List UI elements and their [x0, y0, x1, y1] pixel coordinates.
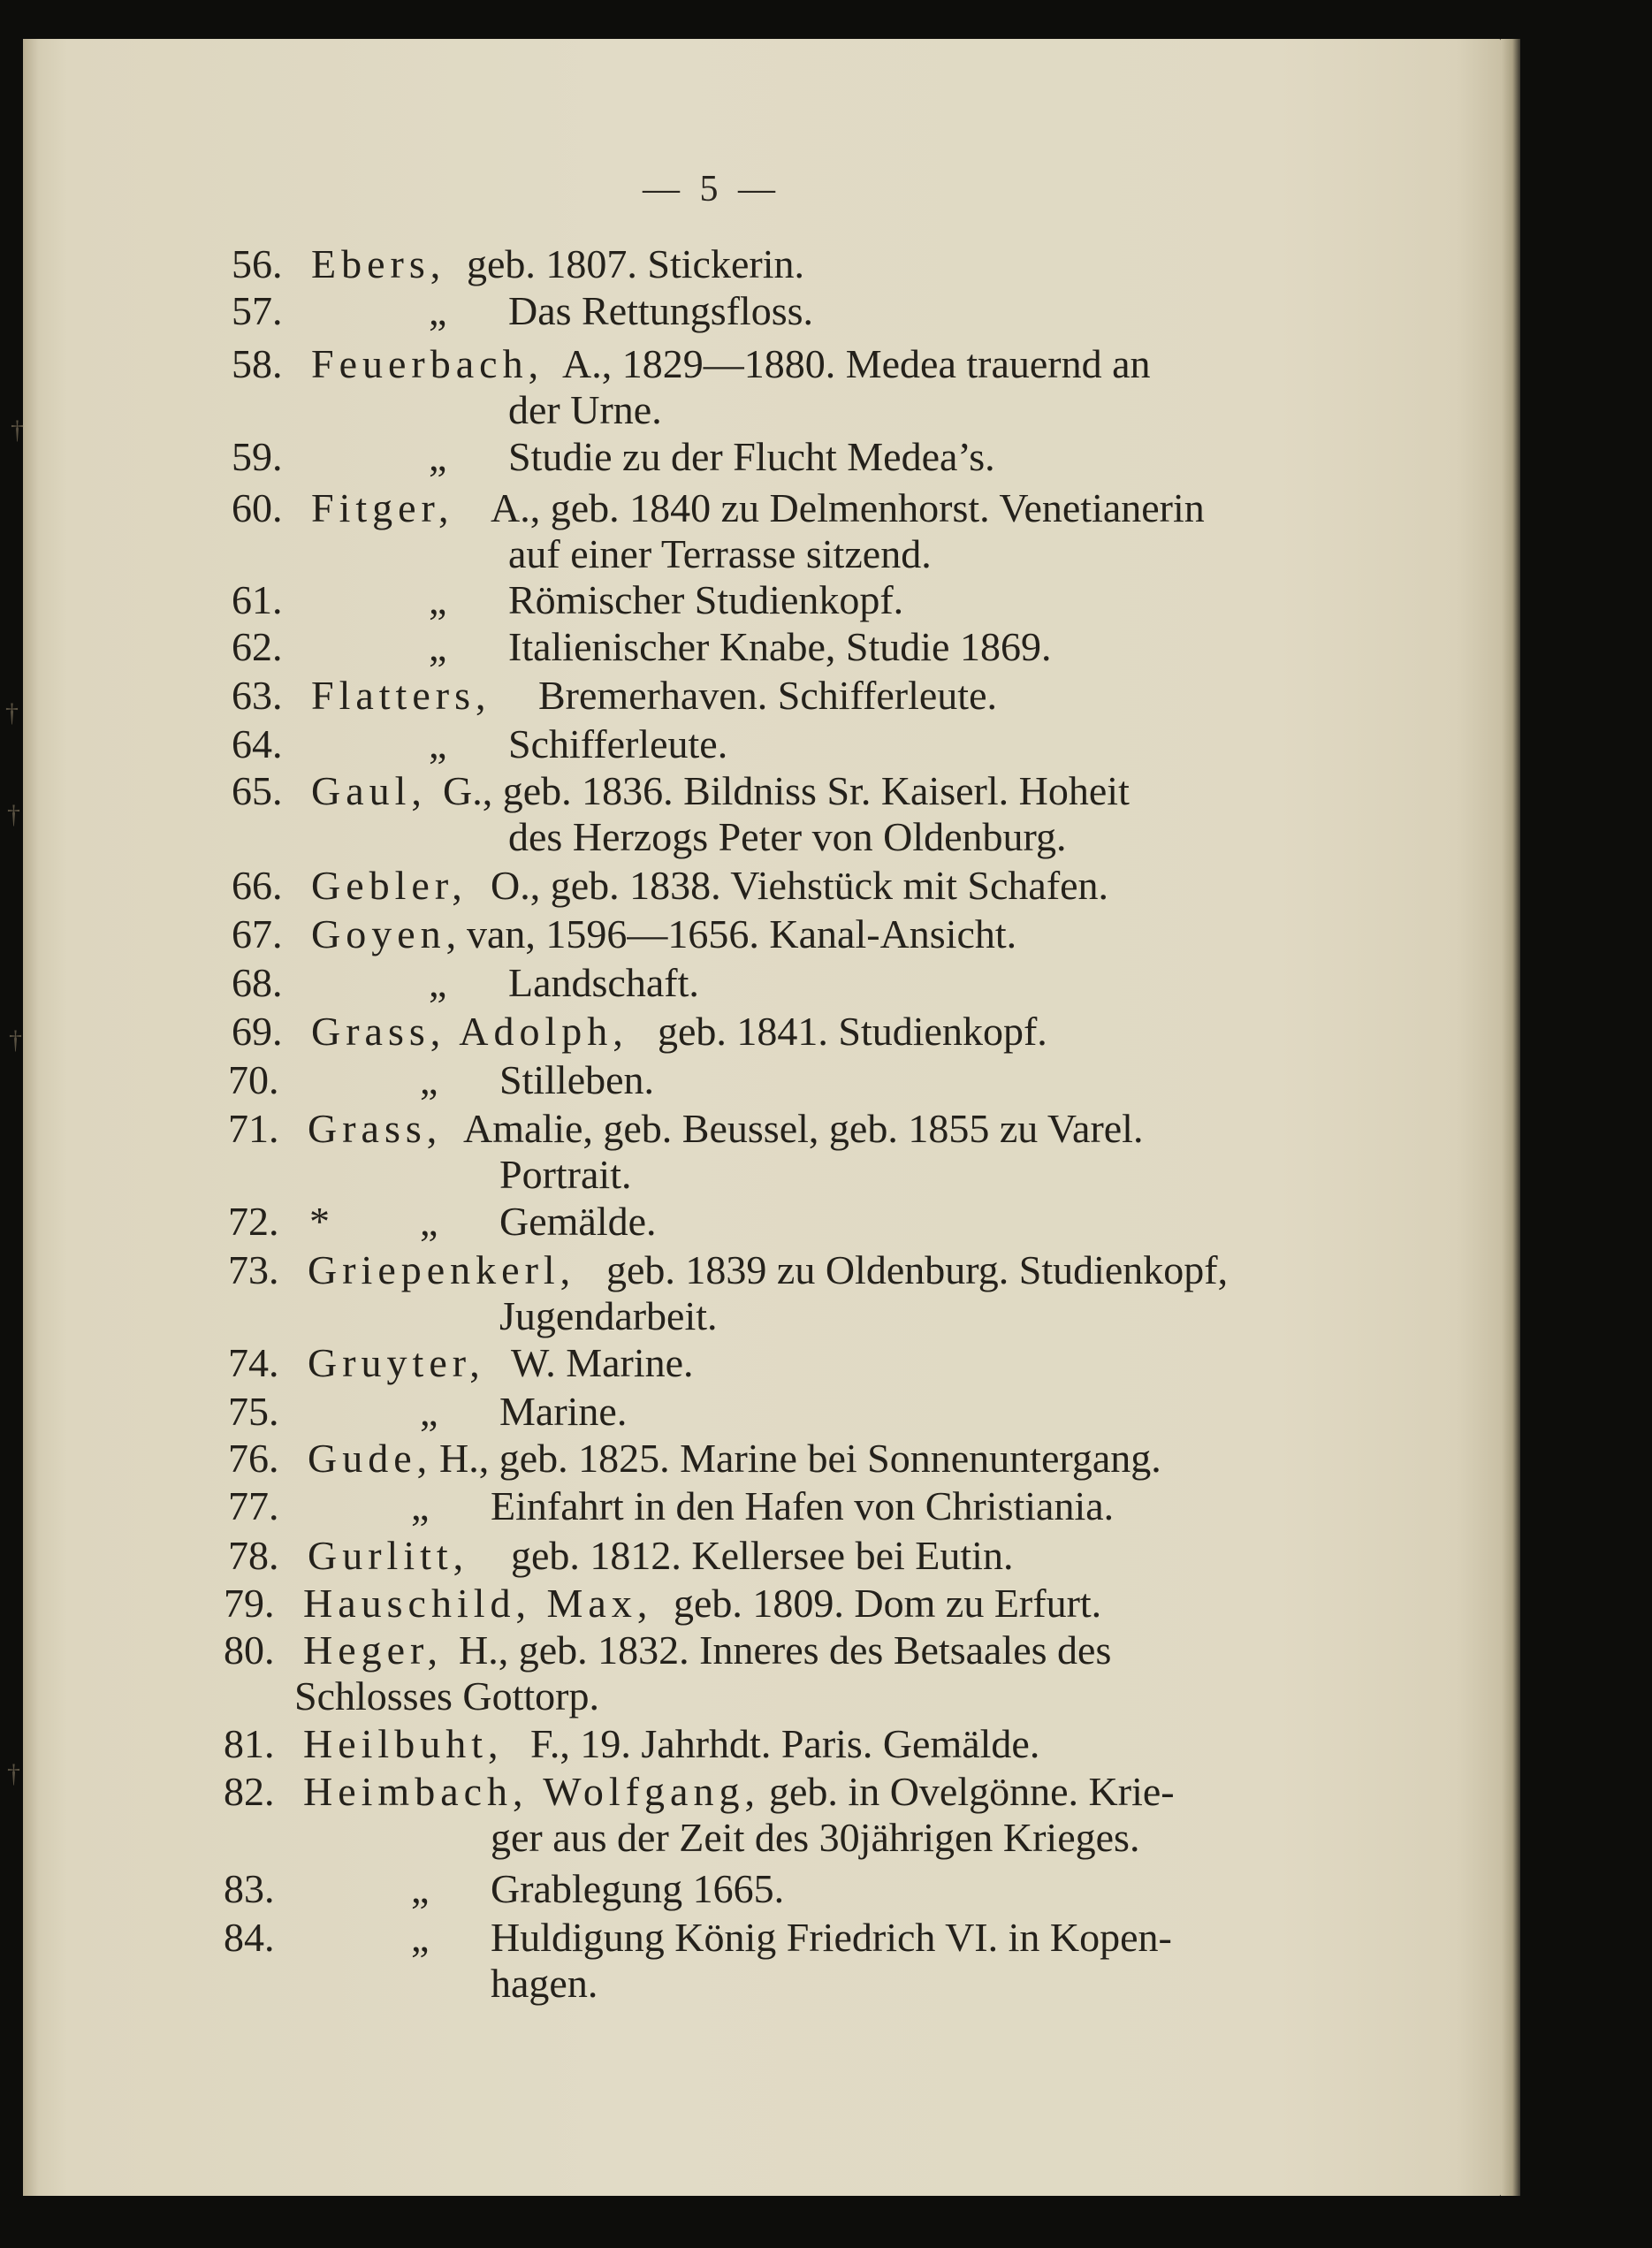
artist-name: Fitger, — [311, 485, 454, 530]
artist-name: Hauschild, Max, — [303, 1581, 653, 1626]
catalog-entry — [0, 1008, 1652, 1057]
catalog-entry — [0, 1435, 1652, 1484]
entry-title: Marine. — [499, 1389, 628, 1434]
entry-number: 80. — [224, 1627, 275, 1673]
entry-number: 66. — [232, 863, 283, 908]
entry-number: 81. — [224, 1721, 275, 1766]
entry-continuation: des Herzogs Peter von Oldenburg. — [508, 814, 1067, 859]
catalog-entry — [0, 911, 1652, 960]
entry-details: W. Marine. — [511, 1340, 694, 1385]
catalog-entry — [0, 767, 1652, 865]
asterisk-mark: * — [309, 1199, 330, 1244]
ditto-mark: „ — [411, 1483, 430, 1528]
artist-name: Grass, Adolph, — [311, 1009, 628, 1054]
entry-details: geb. 1812. Kellersee bei Eutin. — [511, 1533, 1014, 1578]
entry-title: Studie zu der Flucht Medea’s. — [508, 434, 995, 479]
entry-continuation: der Urne. — [508, 387, 662, 432]
entry-title: Stilleben. — [499, 1057, 655, 1102]
ditto-mark: „ — [420, 1389, 438, 1434]
ditto-mark: „ — [420, 1057, 438, 1102]
entry-continuation: ger aus der Zeit des 30jährigen Krieges. — [491, 1815, 1140, 1860]
artist-name: Gurlitt, — [308, 1533, 469, 1578]
entry-number: 64. — [232, 721, 283, 766]
catalog-entry — [0, 576, 1652, 626]
entry-details: geb. 1807. Stickerin. — [467, 241, 804, 286]
artist-name: Feuerbach, — [311, 341, 544, 386]
entry-details: Amalie, geb. Beussel, geb. 1855 zu Varel. — [463, 1106, 1144, 1151]
entry-title: Landschaft. — [508, 960, 699, 1005]
artist-name: Griepenkerl, — [308, 1247, 576, 1292]
entry-details: geb. in Ovelgönne. Krie- — [769, 1769, 1175, 1814]
entry-number: 76. — [228, 1436, 279, 1481]
entry-number: 79. — [224, 1581, 275, 1626]
artist-name: Heimbach, Wolfgang, — [303, 1769, 760, 1814]
entry-number: 72. — [228, 1199, 279, 1244]
entry-details: H., geb. 1832. Inneres des Betsaales des — [459, 1627, 1112, 1673]
catalog-entry — [0, 1720, 1652, 1770]
entry-details: Bremerhaven. Schifferleute. — [538, 673, 997, 718]
entry-title: Grablegung 1665. — [491, 1866, 785, 1911]
entry-number: 67. — [232, 911, 283, 956]
catalog-entry — [0, 484, 1652, 582]
entry-number: 68. — [232, 960, 283, 1005]
artist-name: Gude, — [308, 1436, 433, 1481]
entry-continuation: Schlosses Gottorp. — [294, 1673, 599, 1718]
ditto-mark: „ — [429, 434, 447, 479]
entry-number: 84. — [224, 1915, 275, 1960]
ditto-mark: „ — [429, 721, 447, 766]
entry-continuation: hagen. — [491, 1961, 598, 2006]
catalog-entry — [0, 240, 1652, 290]
entry-number: 83. — [224, 1866, 275, 1911]
catalog-entry — [0, 287, 1652, 337]
ditto-mark: „ — [429, 577, 447, 622]
entry-number: 70. — [228, 1057, 279, 1102]
catalog-entry — [0, 1056, 1652, 1106]
entry-details: A., 1829—1880. Medea trauernd an — [562, 341, 1151, 386]
catalog-entry — [0, 1198, 1652, 1247]
margin-mark: † — [7, 800, 20, 829]
catalog-entry — [0, 672, 1652, 721]
entry-number: 78. — [228, 1533, 279, 1578]
artist-name: Goyen, — [311, 911, 462, 956]
entry-number: 62. — [232, 624, 283, 669]
margin-mark: † — [7, 1759, 20, 1788]
entry-number: 75. — [228, 1389, 279, 1434]
entry-number: 57. — [232, 288, 283, 333]
entry-title: Huldigung König Friedrich VI. in Kopen- — [491, 1915, 1172, 1960]
entry-number: 69. — [232, 1009, 283, 1054]
catalog-entry — [0, 720, 1652, 770]
artist-name: Heger, — [303, 1627, 444, 1673]
catalog-entry — [0, 1339, 1652, 1389]
entry-number: 61. — [232, 577, 283, 622]
entry-details: geb. 1809. Dom zu Erfurt. — [674, 1581, 1102, 1626]
catalog-entry — [0, 1627, 1652, 1724]
entry-continuation: Jugendarbeit. — [499, 1293, 718, 1338]
catalog-entry — [0, 959, 1652, 1009]
catalog-entry — [0, 433, 1652, 483]
ditto-mark: „ — [411, 1866, 430, 1911]
entry-number: 82. — [224, 1769, 275, 1814]
ditto-mark: „ — [420, 1199, 438, 1244]
catalog-entry — [0, 623, 1652, 673]
entry-number: 71. — [228, 1106, 279, 1151]
entry-title: Römischer Studienkopf. — [508, 577, 904, 622]
entry-number: 56. — [232, 241, 283, 286]
artist-name: Gebler, — [311, 863, 468, 908]
artist-name: Grass, — [308, 1106, 443, 1151]
catalog-entry — [0, 1105, 1652, 1202]
entry-details: van, 1596—1656. Kanal-Ansicht. — [467, 911, 1017, 956]
artist-name: Gaul, — [311, 768, 427, 813]
entry-number: 60. — [232, 485, 283, 530]
entry-details: geb. 1841. Studienkopf. — [658, 1009, 1047, 1054]
page-number: — 5 — — [643, 169, 780, 210]
catalog-entry — [0, 1246, 1652, 1344]
entry-continuation: auf einer Terrasse sitzend. — [508, 531, 932, 576]
catalog-entry — [0, 1532, 1652, 1581]
entry-details: O., geb. 1838. Viehstück mit Schafen. — [491, 863, 1109, 908]
margin-mark: † — [11, 415, 24, 445]
entry-title: Italienischer Knabe, Studie 1869. — [508, 624, 1052, 669]
catalog-entry — [0, 862, 1652, 911]
entry-number: 77. — [228, 1483, 279, 1528]
entry-title: Schifferleute. — [508, 721, 728, 766]
catalog-entry — [0, 1482, 1652, 1532]
entry-details: F., 19. Jahrhdt. Paris. Gemälde. — [530, 1721, 1040, 1766]
entry-number: 58. — [232, 341, 283, 386]
artist-name: Ebers, — [311, 241, 446, 286]
entry-continuation: Portrait. — [499, 1152, 632, 1197]
catalog-entry — [0, 340, 1652, 438]
artist-name: Gruyter, — [308, 1340, 485, 1385]
ditto-mark: „ — [429, 288, 447, 333]
entry-number: 63. — [232, 673, 283, 718]
entry-title: Das Rettungsfloss. — [508, 288, 813, 333]
catalog-entry — [0, 1914, 1652, 2011]
margin-mark: † — [5, 698, 19, 728]
margin-mark: † — [9, 1025, 22, 1055]
catalog-entry — [0, 1865, 1652, 1915]
entry-number: 59. — [232, 434, 283, 479]
entry-details: geb. 1839 zu Oldenburg. Studienkopf, — [606, 1247, 1229, 1292]
entry-number: 73. — [228, 1247, 279, 1292]
catalog-entry — [0, 1388, 1652, 1437]
ditto-mark: „ — [429, 960, 447, 1005]
artist-name: Flatters, — [311, 673, 491, 718]
ditto-mark: „ — [429, 624, 447, 669]
ditto-mark: „ — [411, 1915, 430, 1960]
artist-name: Heilbuht, — [303, 1721, 504, 1766]
entry-details: A., geb. 1840 zu Delmenhorst. Venetianerin — [491, 485, 1205, 530]
entry-details: H., geb. 1825. Marine bei Sonnenuntergang. — [439, 1436, 1161, 1481]
catalog-entry — [0, 1580, 1652, 1629]
catalog-entry — [0, 1768, 1652, 1865]
entry-title: Einfahrt in den Hafen von Christiania. — [491, 1483, 1115, 1528]
entry-title: Gemälde. — [499, 1199, 657, 1244]
entry-details: G., geb. 1836. Bildniss Sr. Kaiserl. Hoheit — [443, 768, 1130, 813]
entry-number: 74. — [228, 1340, 279, 1385]
entry-number: 65. — [232, 768, 283, 813]
